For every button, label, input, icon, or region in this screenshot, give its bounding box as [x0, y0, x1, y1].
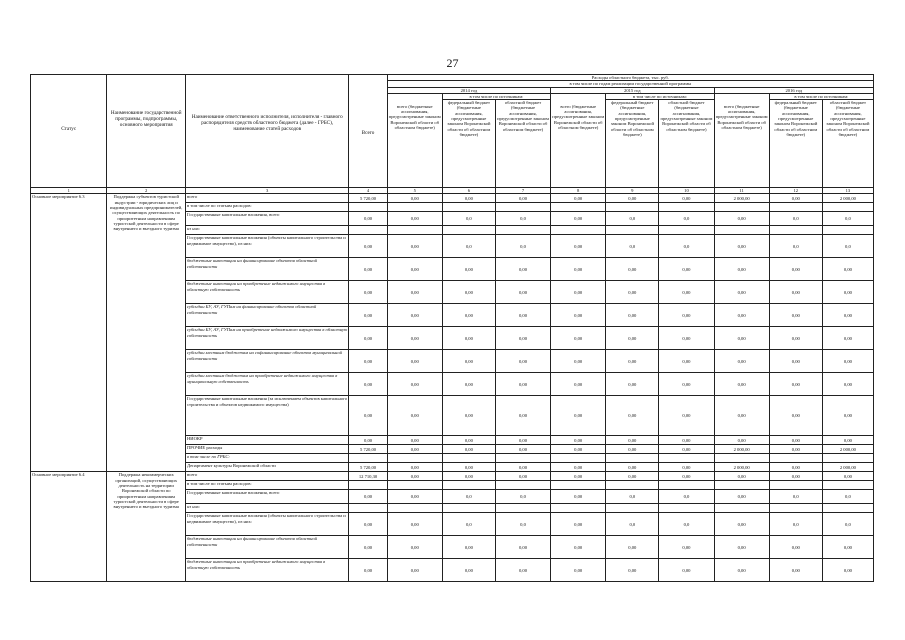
value-cell: 0,00 [769, 396, 822, 436]
value-cell: 0,00 [769, 445, 822, 454]
value-cell: 0,00 [551, 212, 606, 226]
value-cell: 0,00 [606, 559, 659, 582]
column-number: 11 [714, 188, 769, 194]
row-label: Департамент культуры Воронежской области [185, 463, 348, 472]
value-cell: 0,00 [442, 194, 495, 203]
value-cell: 0,00 [659, 436, 714, 445]
value-cell: 0,00 [442, 258, 495, 281]
value-cell [349, 504, 387, 513]
value-cell: 0,00 [769, 436, 822, 445]
header-year-2014: 2014 год [387, 87, 550, 93]
value-cell: 0,0 [606, 513, 659, 536]
value-cell: 0,00 [769, 536, 822, 559]
value-cell: 0,00 [495, 463, 550, 472]
value-cell: 0,00 [387, 327, 442, 350]
value-cell [769, 454, 822, 463]
value-cell [659, 454, 714, 463]
value-cell: 0,00 [714, 212, 769, 226]
value-cell: 12 710,30 [349, 472, 387, 481]
header-col-all: всего (бюджетные ассигнования, предусмотренные законом Воронежской области об областном бюджете) [551, 93, 606, 187]
value-cell: 0,00 [349, 396, 387, 436]
header-program-name: Наименование государственной программы, подпрограммы, основного мероприятия [107, 75, 186, 188]
value-cell: 0,0 [495, 513, 550, 536]
value-cell: 0,00 [769, 304, 822, 327]
value-cell [387, 454, 442, 463]
value-cell: 0,00 [442, 463, 495, 472]
value-cell: 0,00 [442, 304, 495, 327]
column-number: 4 [349, 188, 387, 194]
value-cell: 0,00 [387, 513, 442, 536]
value-cell: 0,00 [495, 327, 550, 350]
value-cell [495, 226, 550, 235]
value-cell: 0,00 [822, 258, 873, 281]
value-cell: 0,00 [387, 536, 442, 559]
value-cell [349, 481, 387, 490]
value-cell [551, 481, 606, 490]
value-cell: 0,00 [442, 445, 495, 454]
value-cell: 2 000,00 [714, 194, 769, 203]
row-label: всего [185, 194, 348, 203]
value-cell: 0,0 [442, 513, 495, 536]
value-cell: 0,00 [551, 327, 606, 350]
column-number: 9 [606, 188, 659, 194]
value-cell: 0,00 [606, 350, 659, 373]
header-col-federal: федеральный бюджет (бюджетные ассигнования, предусмотренные законом Воронежской области об областном бюджете) [769, 100, 822, 188]
row-label: ПРОЧИЕ расходы [185, 445, 348, 454]
value-cell: 0,00 [495, 194, 550, 203]
value-cell: 0,00 [714, 258, 769, 281]
value-cell: 0,00 [387, 258, 442, 281]
value-cell: 0,00 [495, 436, 550, 445]
value-cell [551, 203, 606, 212]
value-cell: 2 000,00 [822, 463, 873, 472]
value-cell: 0,00 [714, 436, 769, 445]
column-number: 6 [442, 188, 495, 194]
row-label: бюджетные инвестиции на приобретение недвижимого имущества в областную собственность [185, 281, 348, 304]
row-label: в том числе по статьям расходов: [185, 203, 348, 212]
section-program-name: Поддержка некоммерческих организаций, осуществляющих деятельность на территории Воронежской области по приоритетным направлениям туристской деятельности в сфере внутреннего и въездного туризма [107, 472, 186, 582]
value-cell: 0,0 [442, 235, 495, 258]
row-label: Государственные капитальные вложения (объекты капитального строительства и недвижимое имущество), из них: [185, 513, 348, 536]
row-label: из них: [185, 226, 348, 235]
row-label: бюджетные инвестиции на финансирование объектов областной собственности [185, 536, 348, 559]
value-cell: 0,00 [387, 281, 442, 304]
row-label: Государственные капитальные вложения, всего [185, 212, 348, 226]
value-cell: 0,00 [769, 350, 822, 373]
value-cell: 0,00 [387, 396, 442, 436]
value-cell: 0,00 [606, 536, 659, 559]
value-cell: 0,00 [606, 258, 659, 281]
value-cell: 0,0 [442, 212, 495, 226]
value-cell: 0,00 [714, 327, 769, 350]
value-cell: 5 720,00 [349, 463, 387, 472]
value-cell: 0,00 [606, 445, 659, 454]
value-cell [606, 504, 659, 513]
column-number: 8 [551, 188, 606, 194]
value-cell [349, 203, 387, 212]
value-cell [769, 481, 822, 490]
row-label: в том числе по статьям расходов: [185, 481, 348, 490]
value-cell: 0,00 [495, 472, 550, 481]
value-cell [822, 226, 873, 235]
value-cell [606, 226, 659, 235]
value-cell: 0,00 [714, 281, 769, 304]
header-expenses: Расходы областного бюджета, тыс. руб. [387, 75, 873, 81]
row-label: субсидии БУ, АУ, ГУПам на финансирование объектов областной собственности [185, 304, 348, 327]
value-cell: 0,0 [442, 490, 495, 504]
value-cell: 0,00 [714, 490, 769, 504]
value-cell: 0,00 [606, 396, 659, 436]
row-label: Государственные капитальные вложения, всего [185, 490, 348, 504]
value-cell: 0,00 [714, 373, 769, 396]
column-number: 10 [659, 188, 714, 194]
value-cell: 0,00 [387, 472, 442, 481]
value-cell [769, 203, 822, 212]
table-header [31, 75, 874, 194]
value-cell: 0,00 [659, 396, 714, 436]
value-cell [714, 481, 769, 490]
value-cell [714, 226, 769, 235]
header-col-federal: федеральный бюджет (бюджетные ассигнования, предусмотренные законом Воронежской области об областном бюджете) [606, 100, 659, 188]
header-by-sources: в том числе по источникам: [606, 93, 714, 99]
column-number: 12 [769, 188, 822, 194]
header-year-2015: 2015 год [551, 87, 714, 93]
value-cell: 0,00 [659, 536, 714, 559]
value-cell: 0,0 [659, 235, 714, 258]
column-number: 13 [822, 188, 873, 194]
value-cell: 0,0 [606, 490, 659, 504]
value-cell [606, 454, 659, 463]
value-cell: 0,00 [606, 472, 659, 481]
value-cell [769, 226, 822, 235]
value-cell: 0,00 [387, 350, 442, 373]
section-program-name: Поддержка субъектов туристской индустрии - юридических лиц и индивидуальных предпринимателей, осуществляющих деятельность по приоритетным направлениям туристской деятельности в сфере внутреннего и въездного туризма [107, 194, 186, 472]
value-cell: 0,00 [442, 472, 495, 481]
value-cell: 0,00 [551, 463, 606, 472]
value-cell: 0,00 [822, 373, 873, 396]
value-cell: 0,00 [769, 281, 822, 304]
value-cell [659, 203, 714, 212]
header-col-all: всего (бюджетные ассигнования, предусмотренные законом Воронежской области об областном бюджете) [387, 93, 442, 187]
value-cell [349, 226, 387, 235]
row-label: Государственные капитальные вложения (за исключением объектов капитального строительства и объектов недвижимого имущества) [185, 396, 348, 436]
budget-table [30, 74, 874, 582]
value-cell: 0,00 [551, 281, 606, 304]
value-cell: 0,00 [659, 445, 714, 454]
value-cell: 0,00 [714, 350, 769, 373]
value-cell: 0,00 [349, 559, 387, 582]
value-cell [387, 504, 442, 513]
value-cell [822, 203, 873, 212]
value-cell: 0,00 [714, 472, 769, 481]
value-cell [495, 454, 550, 463]
value-cell: 0,00 [822, 472, 873, 481]
table-row [31, 194, 874, 203]
section-status: Основное мероприятие 6.4 [31, 472, 107, 582]
value-cell: 0,00 [769, 258, 822, 281]
value-cell: 0,00 [822, 350, 873, 373]
header-year-2016: 2016 год [714, 87, 873, 93]
value-cell: 0,00 [349, 212, 387, 226]
value-cell: 0,00 [551, 194, 606, 203]
value-cell: 0,00 [822, 396, 873, 436]
row-label: Государственные капитальные вложения (объекты капитального строительства и недвижимое имущество), из них: [185, 235, 348, 258]
value-cell: 0,00 [387, 373, 442, 396]
value-cell: 0,00 [551, 436, 606, 445]
value-cell [495, 481, 550, 490]
column-number: 1 [31, 188, 107, 194]
value-cell: 0,00 [822, 281, 873, 304]
value-cell: 0,00 [551, 445, 606, 454]
value-cell: 0,00 [714, 536, 769, 559]
value-cell: 0,00 [442, 327, 495, 350]
value-cell: 0,00 [349, 436, 387, 445]
value-cell: 0,0 [822, 235, 873, 258]
value-cell: 0,00 [551, 472, 606, 481]
value-cell: 0,00 [349, 536, 387, 559]
value-cell: 0,00 [659, 350, 714, 373]
value-cell: 2 000,00 [714, 445, 769, 454]
value-cell: 0,00 [442, 350, 495, 373]
value-cell: 2 000,00 [822, 445, 873, 454]
value-cell: 0,00 [714, 396, 769, 436]
value-cell: 0,00 [349, 350, 387, 373]
page-number: 27 [446, 56, 459, 70]
section-status: Основное мероприятие 6.3 [31, 194, 107, 472]
value-cell: 0,00 [714, 559, 769, 582]
value-cell: 0,0 [606, 212, 659, 226]
value-cell: 0,0 [822, 513, 873, 536]
value-cell: 0,00 [387, 194, 442, 203]
value-cell [769, 504, 822, 513]
value-cell [495, 203, 550, 212]
row-label: из них: [185, 504, 348, 513]
value-cell: 0,0 [769, 513, 822, 536]
value-cell: 0,0 [822, 490, 873, 504]
value-cell [387, 226, 442, 235]
value-cell [659, 226, 714, 235]
value-cell: 0,00 [659, 472, 714, 481]
value-cell: 0,00 [387, 304, 442, 327]
header-col-federal: федеральный бюджет (бюджетные ассигнования, предусмотренные законом Воронежской области об областном бюджете) [442, 100, 495, 188]
value-cell: 0,00 [606, 436, 659, 445]
value-cell: 0,00 [551, 513, 606, 536]
value-cell [714, 203, 769, 212]
value-cell [714, 454, 769, 463]
value-cell: 0,0 [769, 490, 822, 504]
value-cell [387, 481, 442, 490]
value-cell: 0,00 [822, 559, 873, 582]
header-executor: Наименование ответственного исполнителя, исполнителя - главного распорядителя средств областного бюджета (далее - ГРБС), наименование статей расходов [185, 75, 348, 188]
value-cell: 0,00 [606, 327, 659, 350]
column-number: 7 [495, 188, 550, 194]
value-cell [551, 226, 606, 235]
value-cell: 0,00 [442, 396, 495, 436]
value-cell: 0,00 [606, 281, 659, 304]
value-cell: 0,00 [822, 327, 873, 350]
value-cell: 0,00 [387, 463, 442, 472]
value-cell: 0,0 [769, 235, 822, 258]
value-cell [551, 504, 606, 513]
value-cell: 0,0 [495, 235, 550, 258]
column-number: 3 [185, 188, 348, 194]
value-cell: 0,0 [606, 235, 659, 258]
value-cell: 0,00 [551, 304, 606, 327]
value-cell [822, 454, 873, 463]
value-cell: 0,00 [769, 373, 822, 396]
value-cell: 0,00 [387, 490, 442, 504]
value-cell: 0,00 [822, 436, 873, 445]
header-col-regional: областной бюджет (бюджетные ассигнования, предусмотренные законом Воронежской области об областном бюджете) [659, 100, 714, 188]
value-cell: 0,00 [349, 490, 387, 504]
value-cell: 0,00 [769, 327, 822, 350]
value-cell [442, 203, 495, 212]
value-cell: 0,0 [769, 212, 822, 226]
value-cell: 0,00 [442, 373, 495, 396]
value-cell: 0,00 [714, 235, 769, 258]
value-cell: 2 000,00 [822, 194, 873, 203]
value-cell: 0,0 [822, 212, 873, 226]
value-cell: 0,00 [442, 436, 495, 445]
value-cell: 0,00 [659, 258, 714, 281]
value-cell: 0,00 [495, 258, 550, 281]
row-label: НИОКР [185, 436, 348, 445]
value-cell: 0,00 [659, 559, 714, 582]
value-cell: 0,00 [714, 513, 769, 536]
value-cell: 0,00 [387, 445, 442, 454]
value-cell: 0,00 [387, 235, 442, 258]
value-cell: 0,00 [606, 304, 659, 327]
value-cell: 0,0 [495, 490, 550, 504]
table-body [31, 194, 874, 582]
value-cell: 0,00 [349, 373, 387, 396]
header-by-years: в том числе по годам реализации государственной программы [387, 81, 873, 87]
row-label: субсидии местным бюджетам на приобретение недвижимого имущества в муниципальную собственность [185, 373, 348, 396]
value-cell: 0,00 [551, 396, 606, 436]
value-cell [606, 481, 659, 490]
value-cell: 0,00 [495, 445, 550, 454]
value-cell: 0,00 [495, 396, 550, 436]
row-label: бюджетные инвестиции на финансирование объектов областной собственности [185, 258, 348, 281]
value-cell [714, 504, 769, 513]
value-cell: 5 720,00 [349, 445, 387, 454]
value-cell: 0,00 [551, 559, 606, 582]
column-number: 5 [387, 188, 442, 194]
header-by-sources: в том числе по источникам: [442, 93, 550, 99]
value-cell: 0,00 [659, 463, 714, 472]
value-cell: 0,00 [606, 373, 659, 396]
value-cell: 0,00 [495, 281, 550, 304]
value-cell: 0,00 [349, 327, 387, 350]
value-cell: 0,00 [551, 258, 606, 281]
value-cell: 0,00 [714, 304, 769, 327]
value-cell: 0,0 [495, 212, 550, 226]
value-cell: 0,00 [387, 212, 442, 226]
value-cell: 0,00 [349, 258, 387, 281]
value-cell: 0,00 [551, 490, 606, 504]
value-cell [659, 481, 714, 490]
value-cell: 0,00 [659, 373, 714, 396]
value-cell: 0,00 [822, 536, 873, 559]
value-cell: 0,0 [659, 490, 714, 504]
value-cell [387, 203, 442, 212]
header-total: Всего [349, 75, 387, 188]
value-cell: 0,00 [769, 194, 822, 203]
value-cell: 0,00 [349, 304, 387, 327]
value-cell [442, 226, 495, 235]
value-cell: 0,00 [659, 304, 714, 327]
value-cell: 0,00 [659, 281, 714, 304]
value-cell: 0,00 [349, 281, 387, 304]
value-cell: 0,00 [442, 536, 495, 559]
value-cell: 0,00 [769, 559, 822, 582]
row-label: субсидии БУ, АУ, ГУПам на приобретение недвижимого имущества в областную собственность [185, 327, 348, 350]
value-cell: 0,00 [551, 373, 606, 396]
value-cell: 0,00 [551, 350, 606, 373]
value-cell: 0,00 [387, 436, 442, 445]
row-label: субсидии местным бюджетам на софинансирование объектов муниципальной собственности [185, 350, 348, 373]
column-number: 2 [107, 188, 186, 194]
value-cell [551, 454, 606, 463]
value-cell [495, 504, 550, 513]
value-cell: 0,00 [769, 463, 822, 472]
value-cell: 0,00 [495, 559, 550, 582]
value-cell: 0,00 [495, 536, 550, 559]
row-label: бюджетные инвестиции на приобретение недвижимого имущества в областную собственность [185, 559, 348, 582]
value-cell: 5 720,00 [349, 194, 387, 203]
value-cell: 0,00 [659, 194, 714, 203]
value-cell: 0,0 [659, 513, 714, 536]
value-cell [349, 454, 387, 463]
table-row [31, 472, 874, 481]
value-cell: 0,00 [495, 350, 550, 373]
value-cell: 0,00 [822, 304, 873, 327]
value-cell: 0,00 [551, 235, 606, 258]
value-cell: 0,00 [442, 559, 495, 582]
value-cell: 0,00 [349, 513, 387, 536]
value-cell: 0,00 [442, 281, 495, 304]
header-col-regional: областной бюджет (бюджетные ассигнования, предусмотренные законом Воронежской области об областном бюджете) [822, 100, 873, 188]
value-cell: 0,0 [659, 212, 714, 226]
value-cell: 0,00 [606, 194, 659, 203]
value-cell: 0,00 [495, 373, 550, 396]
value-cell: 0,00 [659, 327, 714, 350]
row-label: в том числе по ГРБС: [185, 454, 348, 463]
value-cell [822, 504, 873, 513]
value-cell [606, 203, 659, 212]
value-cell [822, 481, 873, 490]
header-status: Статус [31, 75, 107, 188]
header-col-regional: областной бюджет (бюджетные ассигнования, предусмотренные законом Воронежской области об областном бюджете) [495, 100, 550, 188]
value-cell: 0,00 [349, 235, 387, 258]
value-cell: 0,00 [769, 472, 822, 481]
value-cell: 0,00 [606, 463, 659, 472]
value-cell [442, 481, 495, 490]
value-cell [442, 504, 495, 513]
value-cell: 2 000,00 [714, 463, 769, 472]
value-cell [442, 454, 495, 463]
header-by-sources: в том числе по источникам: [769, 93, 873, 99]
value-cell [659, 504, 714, 513]
row-label: всего [185, 472, 348, 481]
value-cell: 0,00 [387, 559, 442, 582]
value-cell: 0,00 [551, 536, 606, 559]
value-cell: 0,00 [495, 304, 550, 327]
header-col-all: всего (бюджетные ассигнования, предусмотренные законом Воронежской области об областном бюджете) [714, 93, 769, 187]
